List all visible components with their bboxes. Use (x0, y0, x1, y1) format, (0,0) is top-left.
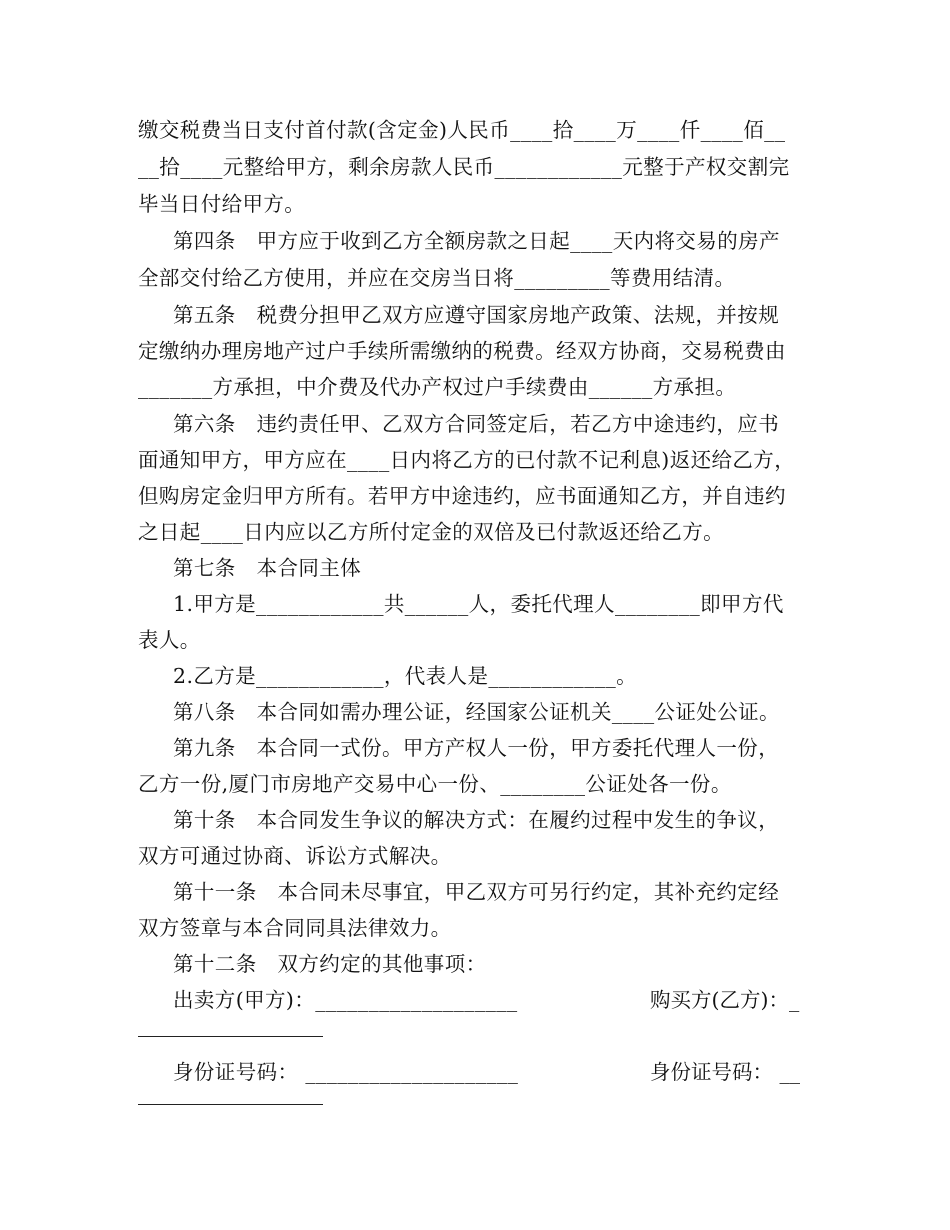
paragraph-line: 乙方一份,厦门市房地产交易中心一份、________公证处各一份。 (138, 772, 732, 796)
paragraph-line: 但购房定金归甲方所有。若甲方中途违约，应书面通知乙方，并自违约 (138, 484, 786, 508)
paragraph-line: 全部交付给乙方使用，并应在交房当日将_________等费用结清。 (138, 266, 736, 290)
article-7-heading-line: 第七条 本合同主体 (173, 556, 362, 580)
paragraph-line: 面通知甲方，甲方应在____日内将乙方的已付款不记利息)返还给乙方， (138, 448, 796, 472)
party-b-line: 2.乙方是____________，代表人是____________。 (173, 664, 638, 688)
article-11-heading-line: 第十一条 本合同未尽事宜，甲乙双方可另行约定，其补充约定经 (173, 880, 780, 904)
article-6-heading-line: 第六条 违约责任甲、乙双方合同签定后，若乙方中途违约，应书 (173, 412, 780, 436)
article-12-line: 第十二条 双方约定的其他事项： (173, 952, 487, 976)
buyer-signature-blank (138, 1036, 323, 1037)
buyer-id-label: 身份证号码： __ (650, 1060, 801, 1084)
paragraph-line: 双方可通过协商、诉讼方式解决。 (138, 844, 452, 868)
paragraph-line: 毕当日付给甲方。 (138, 192, 306, 216)
seller-id-label: 身份证号码： ____________________ (173, 1060, 519, 1084)
paragraph-line: _______方承担，中介费及代办产权过户手续费由______方承担。 (138, 375, 737, 399)
paragraph-line: __拾____元整给甲方，剩余房款人民币____________元整于产权交割完 (138, 155, 790, 179)
article-10-heading-line: 第十条 本合同发生争议的解决方式：在履约过程中发生的争议， (173, 808, 780, 832)
buyer-id-blank (138, 1104, 323, 1105)
paragraph-line: 双方签章与本合同同具法律效力。 (138, 916, 452, 940)
article-4-heading-line: 第四条 甲方应于收到乙方全额房款之日起____天内将交易的房产 (173, 229, 780, 253)
article-5-heading-line: 第五条 税费分担甲乙双方应遵守国家房地产政策、法规，并按规 (173, 303, 780, 327)
paragraph-line: 表人。 (138, 628, 201, 652)
buyer-signature-label: 购买方(乙方)：_ (650, 988, 800, 1012)
paragraph-line: 缴交税费当日支付首付款(含定金)人民币____拾____万____仟____佰__ (138, 118, 786, 142)
article-8-line: 第八条 本合同如需办理公证，经国家公证机关____公证处公证。 (173, 700, 780, 724)
seller-signature-label: 出卖方(甲方)：___________________ (173, 988, 518, 1012)
article-9-heading-line: 第九条 本合同一式份。甲方产权人一份，甲方委托代理人一份， (173, 736, 780, 760)
party-a-line: 1.甲方是____________共______人，委托代理人________即甲方代 (173, 592, 784, 616)
paragraph-line: 定缴纳办理房地产过户手续所需缴纳的税费。经双方协商，交易税费由 (138, 339, 786, 363)
paragraph-line: 之日起____日内应以乙方所付定金的双倍及已付款返还给乙方。 (138, 520, 724, 544)
